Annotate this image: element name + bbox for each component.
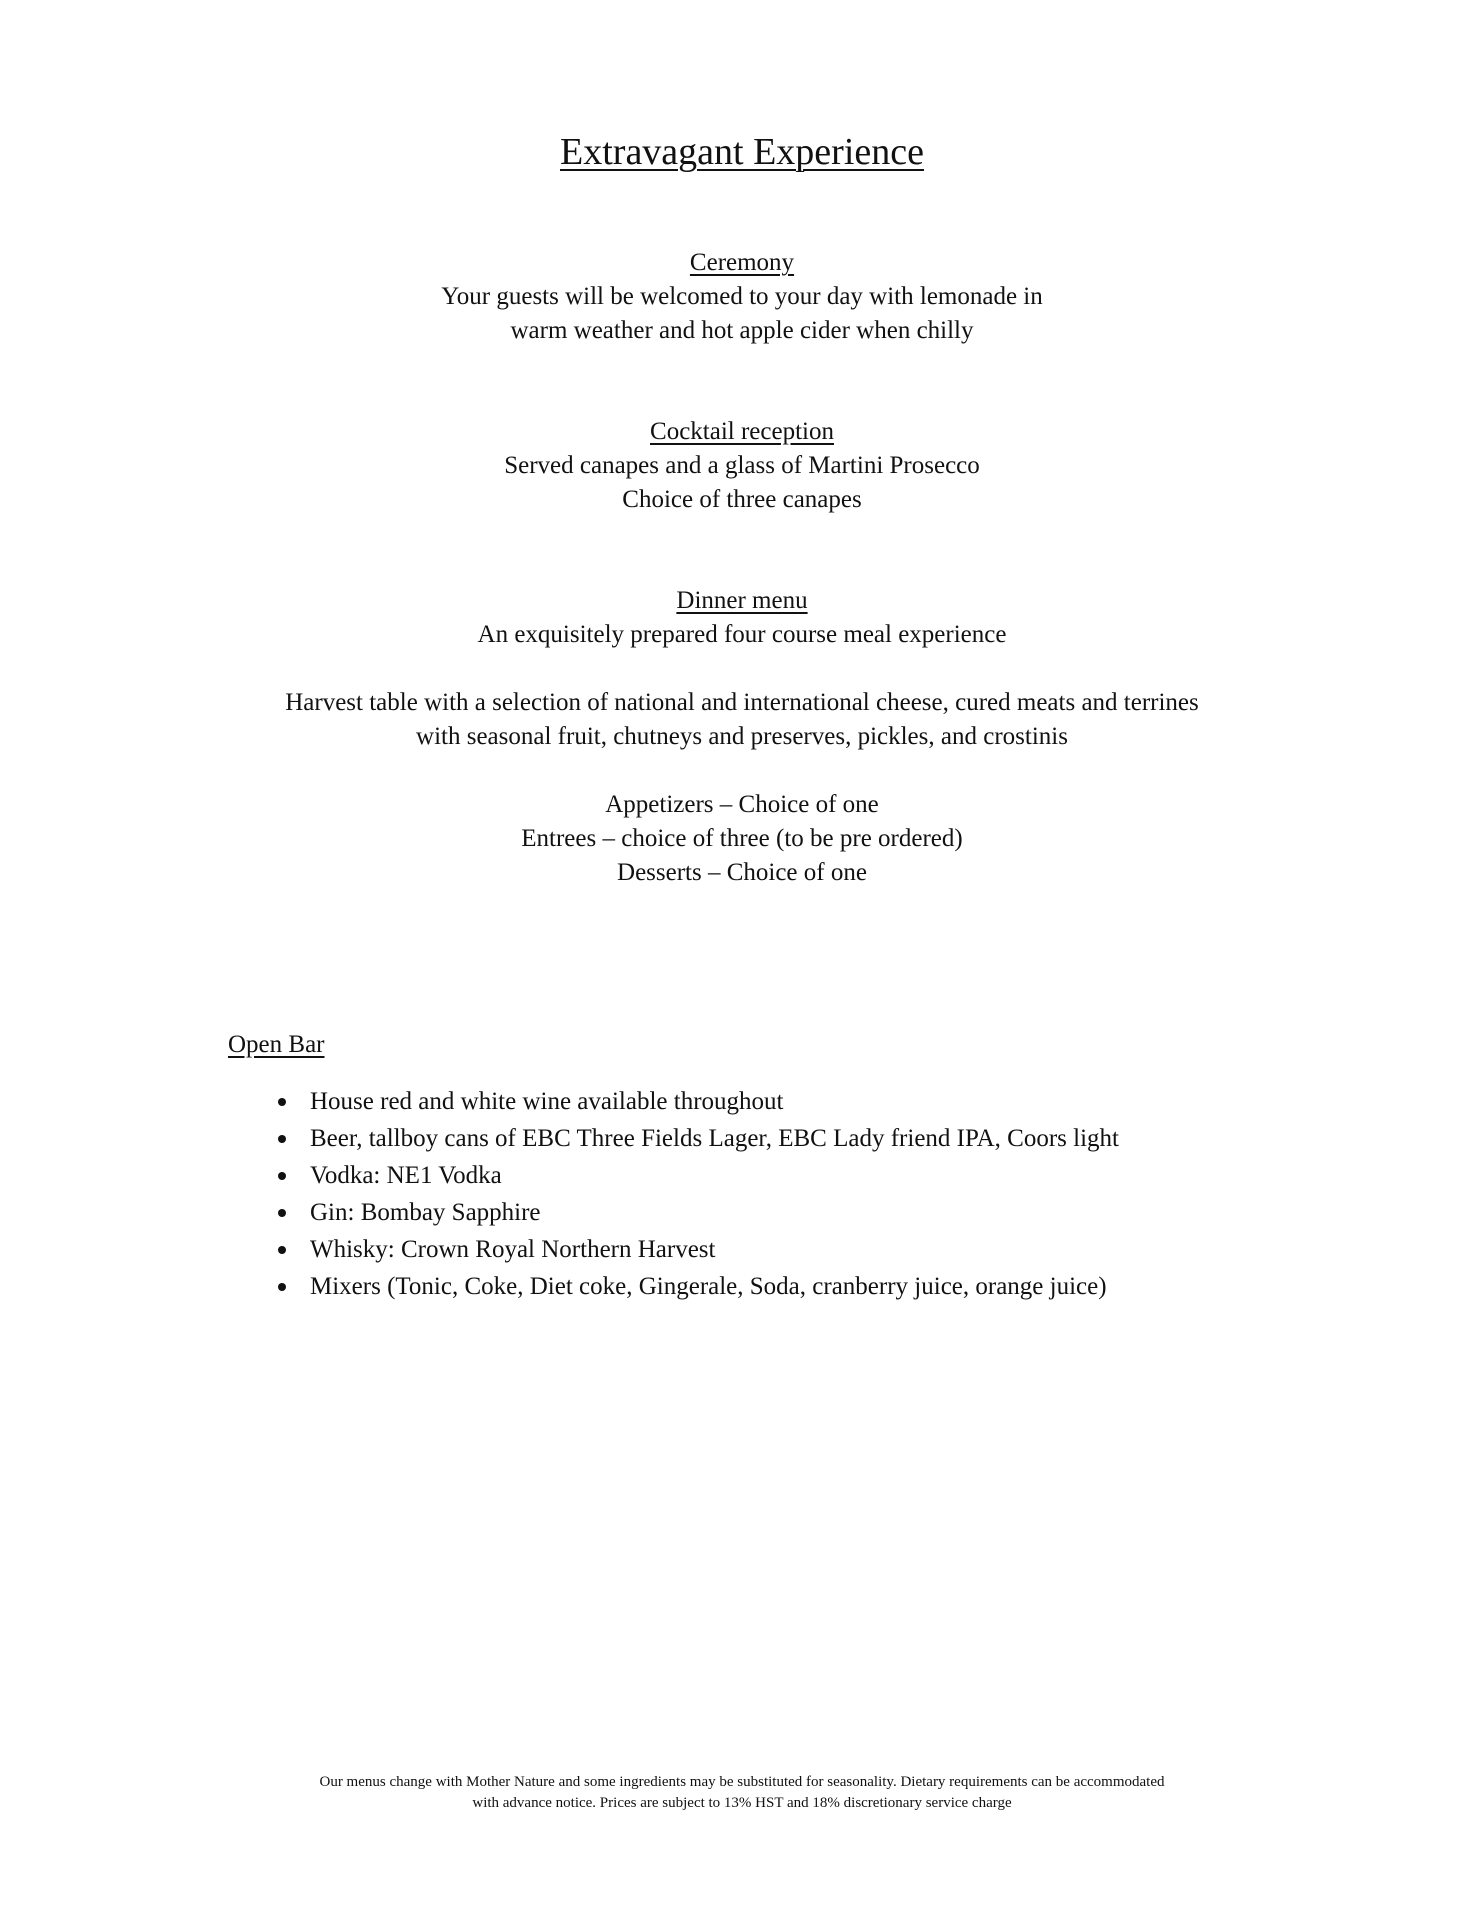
list-item [228, 1231, 1119, 1268]
dinner-intro: An exquisitely prepared four course meal experience [477, 621, 1007, 648]
bullet-icon [278, 1209, 286, 1217]
list-item-text: Gin: Bombay Sapphire [310, 1199, 541, 1226]
dinner-heading: Dinner menu [676, 587, 808, 614]
cocktail-line: Served canapes and a glass of Martini Prosecco [504, 452, 980, 479]
cocktail-section [0, 415, 1484, 517]
harvest-line: with seasonal fruit, chutneys and preserves, pickles, and crostinis [416, 723, 1068, 750]
footer-line: with advance notice. Prices are subject to 13% HST and 18% discretionary service charge [472, 1795, 1012, 1811]
open-bar-heading: Open Bar [228, 1031, 325, 1058]
course-line: Appetizers – Choice of one [605, 791, 879, 818]
list-item [228, 1157, 1119, 1194]
list-item-text: Beer, tallboy cans of EBC Three Fields Lager, EBC Lady friend IPA, Coors light [310, 1125, 1119, 1152]
bullet-icon [278, 1098, 286, 1106]
open-bar-list [228, 1083, 1119, 1305]
list-item-text: House red and white wine available throughout [310, 1088, 784, 1115]
course-line: Entrees – choice of three (to be pre ordered) [521, 825, 963, 852]
bullet-icon [278, 1283, 286, 1291]
course-line: Desserts – Choice of one [617, 859, 867, 886]
footer-line: Our menus change with Mother Nature and some ingredients may be substituted for seasonality. Dietary requirements can be accommodated [319, 1774, 1165, 1790]
bullet-icon [278, 1135, 286, 1143]
page-title: Extravagant Experience [560, 131, 924, 173]
list-item [228, 1194, 1119, 1231]
spacer [0, 652, 1484, 686]
list-item [228, 1120, 1119, 1157]
footer-note [0, 1772, 1484, 1814]
ceremony-heading: Ceremony [689, 249, 795, 276]
ceremony-section [0, 246, 1484, 348]
harvest-line: Harvest table with a selection of national and international cheese, cured meats and terrines [285, 689, 1199, 716]
ceremony-line: Your guests will be welcomed to your day with lemonade in [441, 283, 1043, 310]
cocktail-line: Choice of three canapes [622, 486, 862, 513]
dinner-section [0, 584, 1484, 890]
list-item [228, 1083, 1119, 1120]
bullet-icon [278, 1172, 286, 1180]
list-item-text: Vodka: NE1 Vodka [310, 1162, 502, 1189]
list-item [228, 1268, 1119, 1305]
cocktail-heading: Cocktail reception [650, 418, 834, 445]
spacer [0, 754, 1484, 788]
list-item-text: Mixers (Tonic, Coke, Diet coke, Gingerale, Soda, cranberry juice, orange juice) [310, 1273, 1107, 1300]
ceremony-line: warm weather and hot apple cider when chilly [510, 317, 974, 344]
bullet-icon [278, 1246, 286, 1254]
list-item-text: Whisky: Crown Royal Northern Harvest [310, 1236, 716, 1263]
